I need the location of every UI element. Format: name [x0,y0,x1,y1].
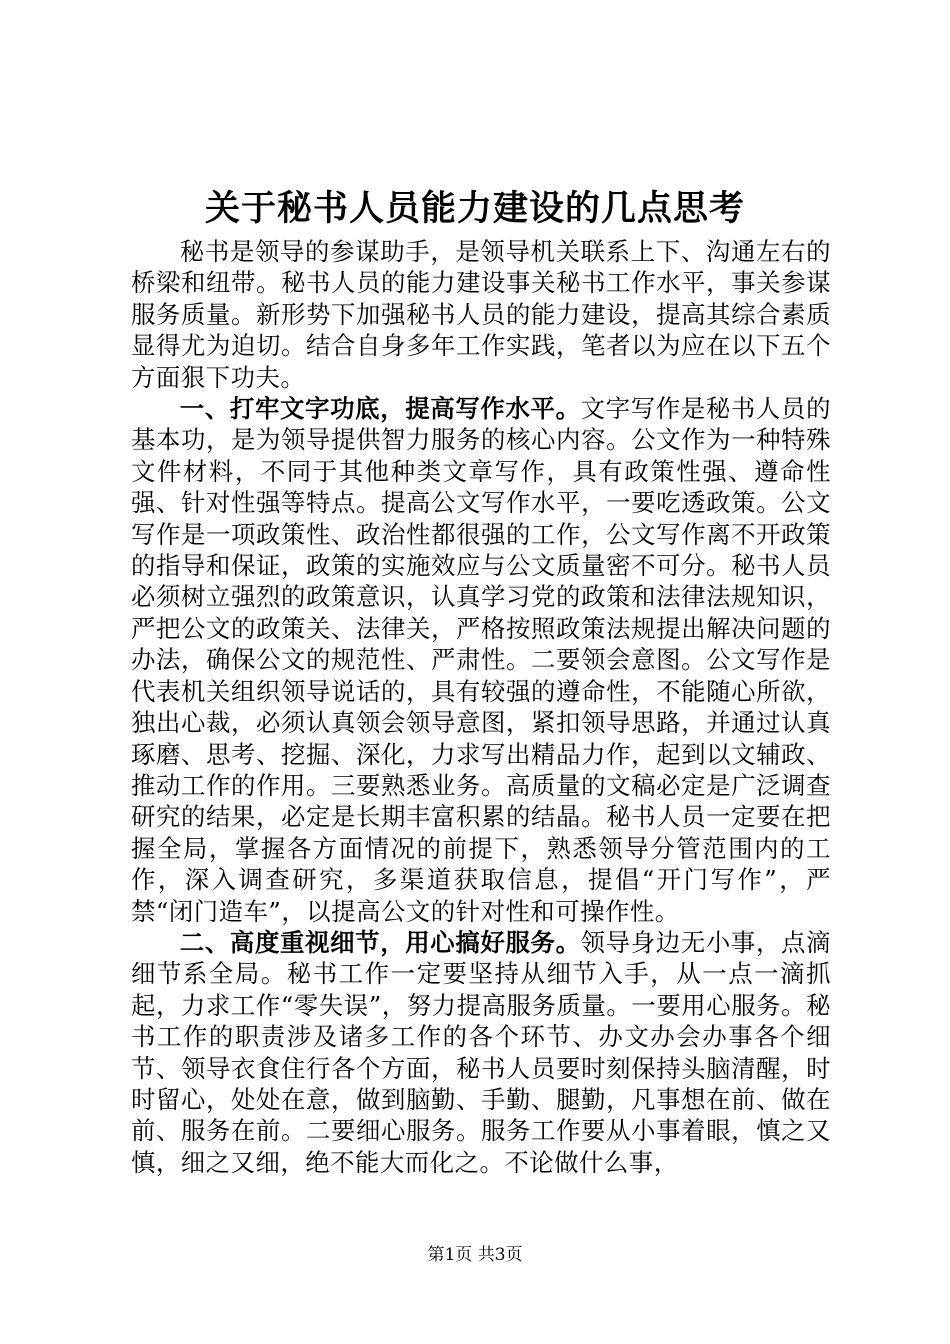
paragraph-text: 领导身边无小事，点滴细节系全局。秘书工作一定要坚持从细节入手，从一点一滴抓起，力求工作“零失误”，努力提高服务质量。一要用心服务。秘书工作的职责涉及诸多工作的各个环节、办文办会办事各个细节、领导衣食住行各个方面，秘书人员要时刻保持头脑清醒，时时留心，处处在意，做到脑勤、手勤、腿勤，凡事想在前、做在前、服务在前。二要细心服务。服务工作要从小事着眼，慎之又慎，细之又细，绝不能大而化之。不论做什么事， [131,927,831,1177]
paragraph-intro [131,236,831,393]
section-heading: 二、高度重视细节，用心搞好服务。 [179,927,581,957]
page-footer: 第1页 共3页 [427,1245,523,1265]
paragraph-section-2 [131,927,831,1178]
paragraph-text: 秘书是领导的参谋助手，是领导机关联系上下、沟通左右的桥梁和纽带。秘书人员的能力建设事关秘书工作水平，事关参谋服务质量。新形势下加强秘书人员的能力建设，提高其综合素质显得尤为迫切。结合自身多年工作实践，笔者以为应在以下五个方面狠下功夫。 [131,237,831,392]
paragraph-text: 文字写作是秘书人员的基本功，是为领导提供智力服务的核心内容。公文作为一种特殊文件材料，不同于其他种类文章写作，具有政策性强、遵命性强、针对性强等特点。提高公文写作水平，一要吃透政策。公文写作是一项政策性、政治性都很强的工作，公文写作离不开政策的指导和保证，政策的实施效应与公文质量密不可分。秘书人员必须树立强烈的政策意识，认真学习党的政策和法律法规知识，严把公文的政策关、法律关，严格按照政策法规提出解决问题的办法，确保公文的规范性、严肃性。二要领会意图。公文写作是代表机关组织领导说话的，具有较强的遵命性，不能随心所欲，独出心裁，必须认真领会领导意图，紧扣领导思路，并通过认真琢磨、思考、挖掘、深化，力求写出精品力作，起到以文辅政、推动工作的作用。三要熟悉业务。高质量的文稿必定是广泛调查研究的结果，必定是长期丰富积累的结晶。秘书人员一定要在把握全局，掌握各方面情况的前提下，熟悉领导分管范围内的工作，深入调查研究，多渠道获取信息，提倡“开门写作”，严禁“闭门造车”，以提高公文的针对性和可操作性。 [131,394,831,926]
section-heading: 一、打牢文字功底，提高写作水平。 [179,394,581,424]
page-title: 关于秘书人员能力建设的几点思考 [204,189,745,229]
paragraph-section-1 [131,393,831,927]
document-body [131,236,831,1178]
